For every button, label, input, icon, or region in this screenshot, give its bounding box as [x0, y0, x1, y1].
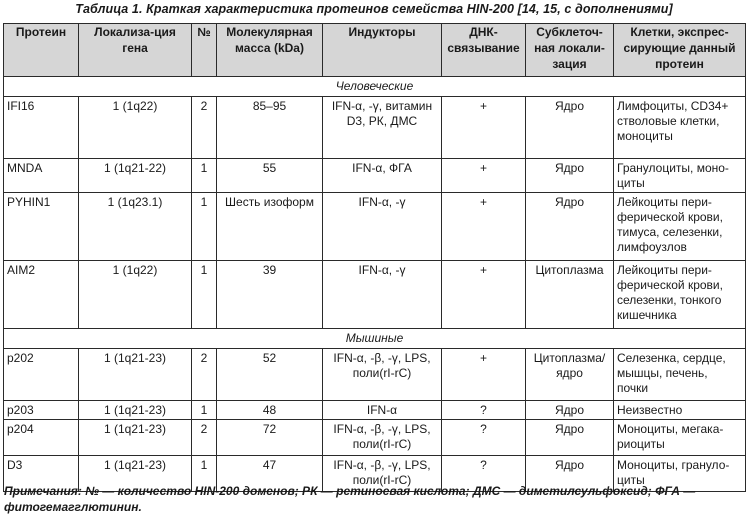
cell-inducers: IFN-α, -β, -γ, LPS, поли(rI-rC): [323, 456, 442, 492]
cell-mass: 85–95: [217, 97, 323, 159]
cell-protein: p202: [4, 349, 79, 401]
group-row-mouse: [4, 329, 746, 349]
col-inducers: Индукторы: [323, 24, 442, 77]
table-header: [4, 24, 746, 77]
cell-dna: ?: [442, 420, 526, 456]
cell-cells: Лимфоциты, CD34+ стволовые клетки, моноциты: [614, 97, 746, 159]
cell-mass: 48: [217, 401, 323, 420]
col-dna-binding: ДНК-связывание: [442, 24, 526, 77]
cell-location: 1 (1q21-23): [79, 401, 192, 420]
cell-cells: Моноциты, мегака-риоциты: [614, 420, 746, 456]
cell-number: 2: [192, 349, 217, 401]
cell-location: 1 (1q22): [79, 97, 192, 159]
cell-inducers: IFN-α: [323, 401, 442, 420]
cell-protein: IFI16: [4, 97, 79, 159]
cell-mass: 52: [217, 349, 323, 401]
group-label: Мышиные: [4, 329, 746, 349]
col-number: №: [192, 24, 217, 77]
cell-protein: p203: [4, 401, 79, 420]
cell-subcell: Ядро: [526, 193, 614, 261]
cell-cells: Гранулоциты, моно-циты: [614, 159, 746, 193]
cell-number: 2: [192, 420, 217, 456]
cell-location: 1 (1q21-22): [79, 159, 192, 193]
cell-location: 1 (1q21-23): [79, 420, 192, 456]
table-row: [4, 420, 746, 456]
cell-number: 2: [192, 97, 217, 159]
table-row: [4, 97, 746, 159]
cell-protein: MNDA: [4, 159, 79, 193]
cell-location: 1 (1q21-23): [79, 456, 192, 492]
cell-subcell: Ядро: [526, 159, 614, 193]
table-caption: Таблица 1. Краткая характеристика протеинов семейства HIN-200 [14, 15, с дополнениями]: [75, 2, 673, 16]
table-row: [4, 261, 746, 329]
cell-dna: ?: [442, 401, 526, 420]
cell-mass: 72: [217, 420, 323, 456]
protein-table: [3, 23, 746, 492]
cell-protein: p204: [4, 420, 79, 456]
cell-dna: +: [442, 97, 526, 159]
cell-location: 1 (1q23.1): [79, 193, 192, 261]
cell-mass: 39: [217, 261, 323, 329]
cell-protein: D3: [4, 456, 79, 492]
table-notes: Примечания: № — количество HIN-200 доменов; РК — ретиноевая кислота; ДМС — диметилсульфоксид; ФГА — фитогемагглютинин.: [4, 484, 696, 514]
cell-inducers: IFN-α, -β, -γ, LPS, поли(rI-rC): [323, 349, 442, 401]
cell-number: 1: [192, 401, 217, 420]
cell-dna: +: [442, 261, 526, 329]
table-row: [4, 401, 746, 420]
col-protein: Протеин: [4, 24, 79, 77]
cell-location: 1 (1q22): [79, 261, 192, 329]
cell-protein: PYHIN1: [4, 193, 79, 261]
cell-cells: Лейкоциты пери-ферической крови, селезенки, тонкого кишечника: [614, 261, 746, 329]
cell-inducers: IFN-α, -β, -γ, LPS, поли(rI-rC): [323, 420, 442, 456]
cell-location: 1 (1q21-23): [79, 349, 192, 401]
cell-inducers: IFN-α, -γ, витамин D3, РК, ДМС: [323, 97, 442, 159]
cell-number: 1: [192, 193, 217, 261]
cell-cells: Неизвестно: [614, 401, 746, 420]
cell-inducers: IFN-α, ФГА: [323, 159, 442, 193]
cell-number: 1: [192, 261, 217, 329]
cell-inducers: IFN-α, -γ: [323, 193, 442, 261]
cell-mass: 55: [217, 159, 323, 193]
cell-subcell: Ядро: [526, 401, 614, 420]
cell-subcell: Цитоплазма: [526, 261, 614, 329]
cell-subcell: Ядро: [526, 456, 614, 492]
cell-subcell: Ядро: [526, 420, 614, 456]
col-location: Локализа-ция гена: [79, 24, 192, 77]
cell-cells: Моноциты, грануло-циты: [614, 456, 746, 492]
table-row: [4, 349, 746, 401]
cell-inducers: IFN-α, -γ: [323, 261, 442, 329]
cell-mass: 47: [217, 456, 323, 492]
cell-dna: +: [442, 159, 526, 193]
cell-dna: +: [442, 349, 526, 401]
cell-subcell: Ядро: [526, 97, 614, 159]
cell-dna: +: [442, 193, 526, 261]
cell-subcell: Цитоплазма/ ядро: [526, 349, 614, 401]
group-label: Человеческие: [4, 77, 746, 97]
cell-cells: Селезенка, сердце, мышцы, печень, почки: [614, 349, 746, 401]
group-row-human: [4, 77, 746, 97]
table-row: [4, 193, 746, 261]
col-mass: Молекулярная масса (kDa): [217, 24, 323, 77]
cell-cells: Лейкоциты пери-ферической крови, тимуса, селезенки, лимфоузлов: [614, 193, 746, 261]
table-body: [4, 77, 746, 492]
cell-mass: Шесть изоформ: [217, 193, 323, 261]
table-row: [4, 159, 746, 193]
col-subcellular: Субклеточ-ная локали-зация: [526, 24, 614, 77]
col-cells: Клетки, экспрес-сирующие данный протеин: [614, 24, 746, 77]
cell-dna: ?: [442, 456, 526, 492]
cell-number: 1: [192, 159, 217, 193]
cell-protein: AIM2: [4, 261, 79, 329]
cell-number: 1: [192, 456, 217, 492]
